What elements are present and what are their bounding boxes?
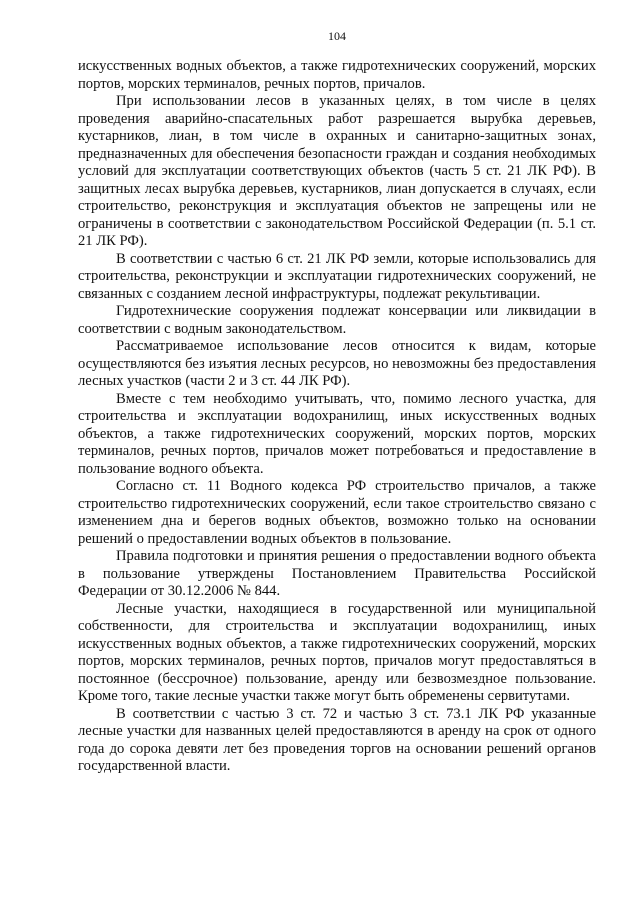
paragraph: Согласно ст. 11 Водного кодекса РФ строительство причалов, а также строительство гидротехнических сооружений, если такое строительство связано с изменением дна и берегов водных объектов, возможно только на основании решений о предоставлении водных объектов в пользование.: [78, 478, 596, 547]
paragraph: В соответствии с частью 3 ст. 72 и частью 3 ст. 73.1 ЛК РФ указанные лесные участки для названных целей предоставляются в аренду на срок от одного года до сорока девяти лет без проведения торгов на основании решений органов государственной власти.: [78, 705, 596, 774]
paragraph: Гидротехнические сооружения подлежат консервации или ликвидации в соответствии с водным законодательством.: [78, 303, 596, 337]
paragraph: Вместе с тем необходимо учитывать, что, помимо лесного участка, для строительства и эксплуатации водохранилищ, иных искусственных водных объектов, а также гидротехнических сооружений, морских портов, морских терминалов, речных портов, причалов может потребоваться и предоставление в пользование водного объекта.: [78, 390, 596, 477]
paragraph: Лесные участки, находящиеся в государственной или муниципальной собственности, для строительства и эксплуатации водохранилищ, иных искусственных водных объектов, а также гидротехнических сооружений, морских портов, морских терминалов, речных портов, причалов могут предоставляться в постоянное (бессрочное) пользование, аренду или безвозмездное пользование. Кроме того, такие лесные участки также могут быть обременены сервитутами.: [78, 600, 596, 704]
page-number: 104: [328, 29, 346, 43]
paragraph-continuation: искусственных водных объектов, а также гидротехнических сооружений, морских портов, морских терминалов, речных портов, причалов.: [78, 58, 596, 92]
document-page: [78, 28, 596, 776]
paragraph: В соответствии с частью 6 ст. 21 ЛК РФ земли, которые использовались для строительства, реконструкции и эксплуатации гидротехнических сооружений, не связанных с созданием лесной инфраструктуры, подлежат рекультивации.: [78, 250, 596, 302]
paragraph: Рассматриваемое использование лесов относится к видам, которые осуществляются без изъятия лесных ресурсов, но невозможны без предоставления лесных участков (части 2 и 3 ст. 44 ЛК РФ).: [78, 338, 596, 389]
paragraph: Правила подготовки и принятия решения о предоставлении водного объекта в пользование утверждены Постановлением Правительства Российской Федерации от 30.12.2006 № 844.: [78, 548, 596, 599]
paragraph: При использовании лесов в указанных целях, в том числе в целях проведения аварийно-спасательных работ разрешается вырубка деревьев, кустарников, лиан, в том числе в охранных и санитарно-защитных зонах, предназначенных для обеспечения безопасности граждан и создания необходимых условий для эксплуатации соответствующих объектов (часть 5 ст. 21 ЛК РФ). В защитных лесах вырубка деревьев, кустарников, лиан допускается в случаях, если строительство, реконструкция и эксплуатация объектов не запрещены или не ограничены в соответствии с законодательством Российской Федерации (п. 5.1 ст. 21 ЛК РФ).: [78, 93, 596, 249]
